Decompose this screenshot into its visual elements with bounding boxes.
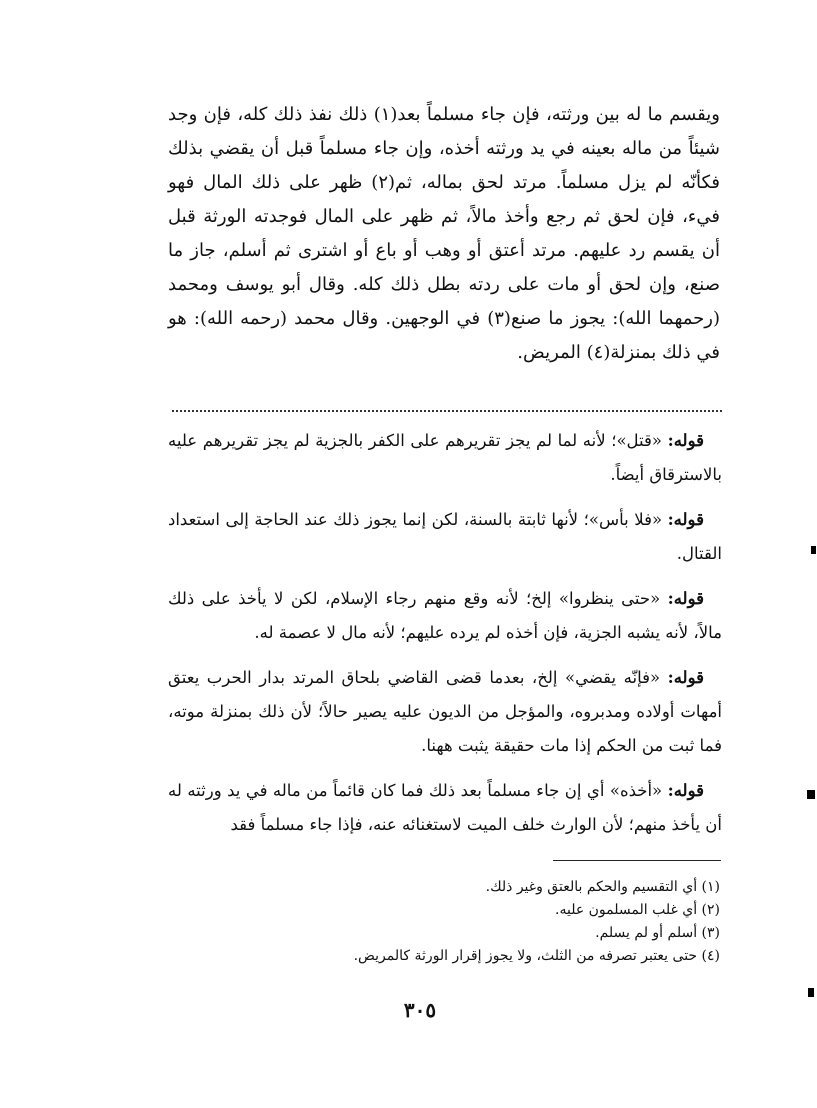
commentary-lead: قوله: [667,781,704,800]
commentary-lead: قوله: [667,668,704,687]
commentary-paragraph [168,424,722,492]
commentary-paragraph [168,582,722,650]
commentary-text: «أخذه» أي إن جاء مسلماً بعد ذلك فما كان قائماً من ماله في يد ورثته له أن يأخذ منهم؛ لأن الوارث خلف الميت لاستغنائه عنه، فإذا جاء مسلماً فقد [168,781,722,834]
commentary-paragraph [168,503,722,571]
main-paragraph: ويقسم ما له بين ورثته، فإن جاء مسلماً بعد(١) ذلك نفذ ذلك كله، فإن وجد شيئاً من ماله بعينه في يد ورثته أخذه، وإن جاء مسلماً قبل أن يقضي بذلك فكأنّه لم يزل مسلماً. مرتد لحق بماله، ثم(٢) ظهر على ذلك المال فهو فيء، فإن لحق ثم رجع وأخذ مالاً، ثم ظهر على المال فوجدته الورثة قبل أن يقسم رد عليهم. مرتد أعتق أو وهب أو باع أو اشترى ثم أسلم، جاز ما صنع، وإن لحق أو مات على ردته بطل ذلك كله. وقال أبو يوسف ومحمد (رحمهما الله): يجوز ما صنع(٣) في الوجهين. وقال محمد (رحمه الله): هو في ذلك بمنزلة(٤) المريض. [168,104,721,363]
footnotes [300,876,720,968]
commentary-paragraph [168,661,722,763]
commentary-text: «قتل»؛ لأنه لما لم يجز تقريرهم على الكفر بالجزية لم يجز تقريرهم عليه بالاسترقاق أيضاً. [168,431,722,484]
commentary-lead: قوله: [667,431,704,450]
footnote: (١) أي التقسيم والحكم بالعتق وغير ذلك. [485,879,720,895]
commentary-text: «حتى ينظروا» إلخ؛ لأنه وقع منهم رجاء الإسلام، لكن لا يأخذ على ذلك مالاً، لأنه يشبه الجزية، فإن أخذه لم يرده عليهم؛ لأنه مال لا عصمة له. [168,589,722,642]
dotted-separator [172,410,722,412]
scan-mark [811,546,816,554]
footnote: (٢) أي غلب المسلمون عليه. [555,902,720,918]
main-text [168,98,720,370]
scan-mark [808,988,814,997]
footnote: (٤) حتى يعتبر تصرفه من الثلث، ولا يجوز إقرار الورثة كالمريض. [353,948,720,964]
footnote: (٣) أسلم أو لم يسلم. [595,925,720,941]
commentary-text: «فإنّه يقضي» إلخ، بعدما قضى القاضي بلحاق المرتد بدار الحرب يعتق أمهات أولاده ومدبروه، والمؤجل من الديون عليه يصير حالاً؛ لأن ذلك بمنزلة موته، فما ثبت من الحكم إذا مات حقيقة يثبت ههنا. [168,668,722,755]
footnote-rule [553,860,721,861]
commentary-lead: قوله: [667,510,704,529]
commentary-lead: قوله: [667,589,704,608]
page-number: ٣٠٥ [403,998,437,1022]
commentary-paragraph [168,774,722,842]
commentary [168,424,722,853]
scan-mark [807,790,815,799]
commentary-text: «فلا بأس»؛ لأنها ثابتة بالسنة، لكن إنما يجوز ذلك عند الحاجة إلى استعداد القتال. [168,510,722,563]
